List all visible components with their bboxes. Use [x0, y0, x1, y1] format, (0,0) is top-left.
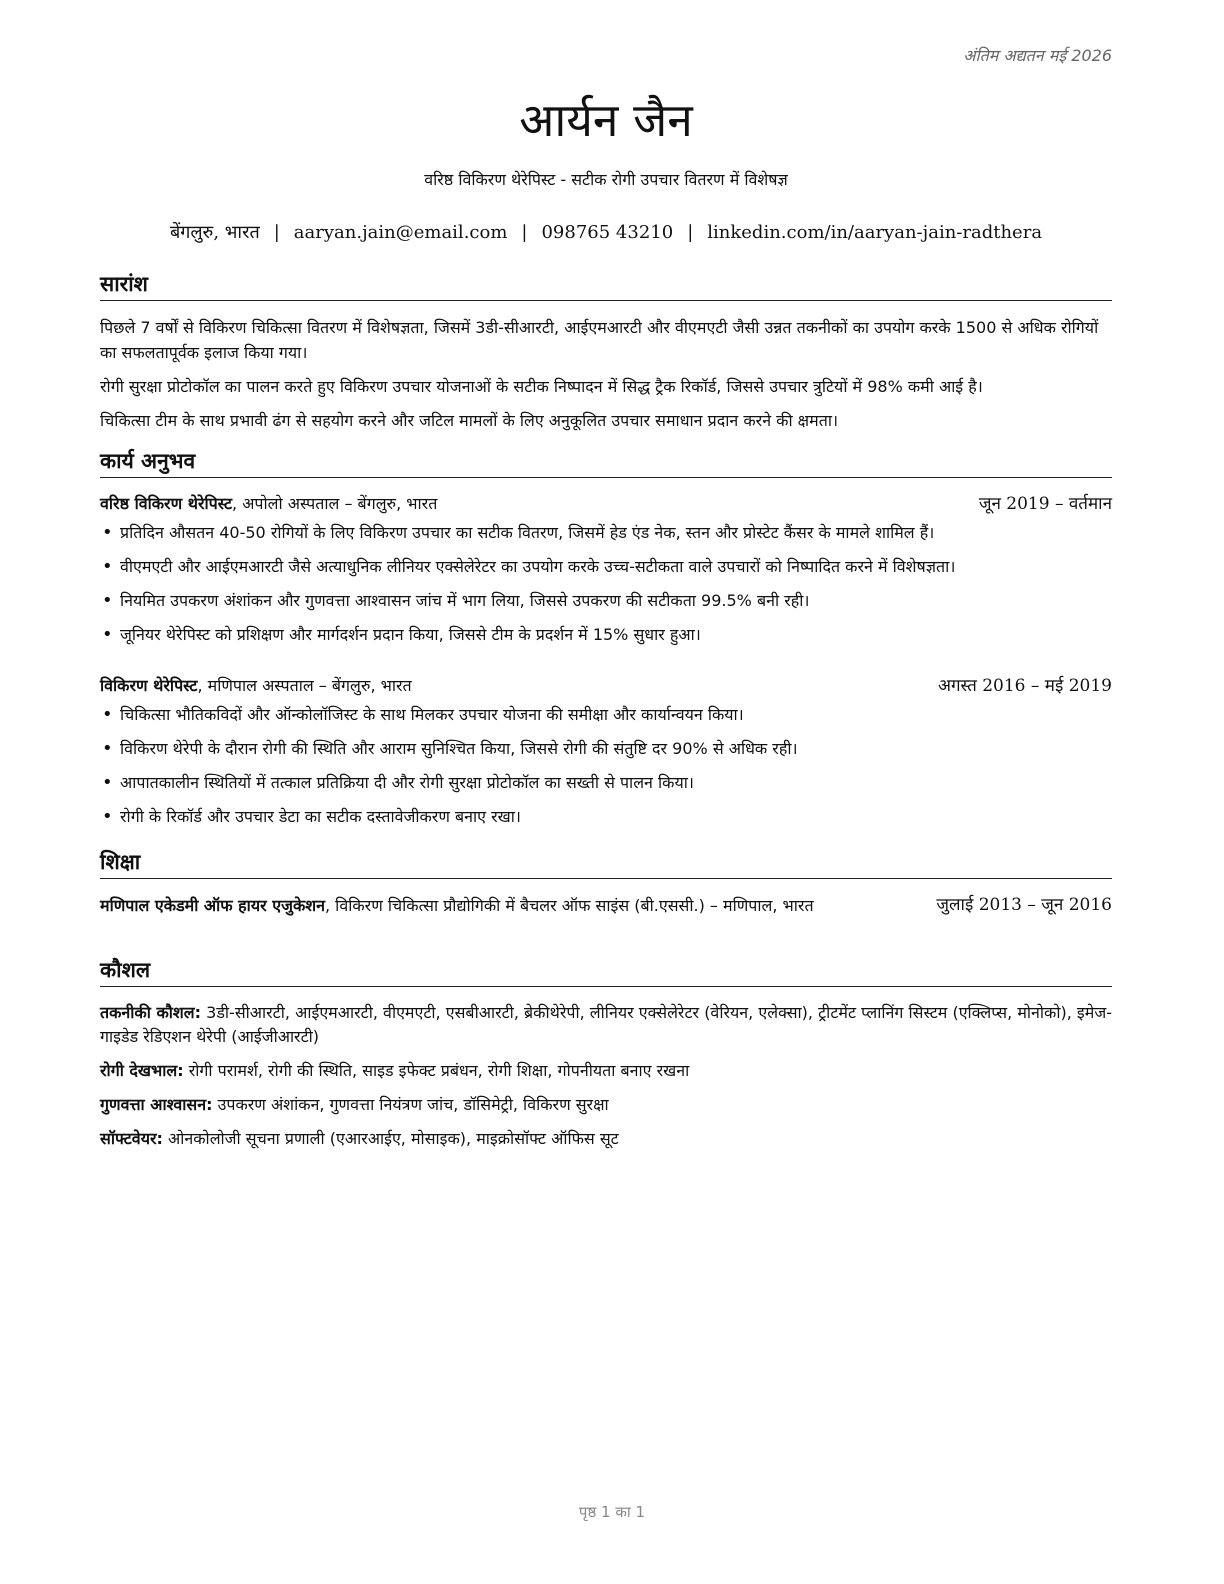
- education-dates: जुलाई 2013 – जून 2016: [936, 895, 1112, 915]
- separator: |: [521, 222, 528, 243]
- separator: |: [687, 222, 694, 243]
- job-entry: [100, 674, 1112, 834]
- job-dates: अगस्त 2016 – मई 2019: [937, 676, 1112, 696]
- job-dates: जून 2019 – वर्तमान: [978, 494, 1112, 514]
- list-item: • जूनियर थेरेपिस्ट को प्रशिक्षण और मार्गदर्शन प्रदान किया, जिससे टीम के प्रदर्शन में 15% सुधार हुआ।: [100, 618, 1112, 652]
- school-name: मणिपाल एकेडमी ऑफ हायर एजुकेशन: [100, 896, 325, 915]
- summary-paragraph: रोगी सुरक्षा प्रोटोकॉल का पालन करते हुए विकिरण उपचार योजनाओं के सटीक निष्पादन में सिद्ध ट्रैक रिकॉर्ड, जिससे उपचार त्रुटियों में 98% कमी आई है।: [100, 377, 983, 396]
- section-title: शिक्षा: [100, 848, 1112, 879]
- job-org: , मणिपाल अस्पताल – बेंगलुरु, भारत: [197, 676, 412, 695]
- job-org: , अपोलो अस्पताल – बेंगलुरु, भारत: [232, 494, 438, 513]
- job-bullets: [100, 516, 1112, 652]
- education-section: [100, 848, 1112, 918]
- job-bullets: [100, 698, 1112, 834]
- skill-value: ओनकोलोजी सूचना प्रणाली (एआरआईए, मोसाइक), माइक्रोसॉफ्ट ऑफिस सूट: [162, 1129, 619, 1148]
- skill-label: तकनीकी कौशल:: [100, 1003, 202, 1022]
- skills-section: [100, 956, 1112, 1161]
- skill-value: रोगी परामर्श, रोगी की स्थिति, साइड इफेक्ट प्रबंधन, रोगी शिक्षा, गोपनीयता बनाए रखना: [183, 1061, 690, 1080]
- last-updated: अंतिम अद्यतन मई 2026: [963, 46, 1112, 65]
- page-number: पृष्ठ 1 का 1: [578, 1503, 646, 1521]
- summary-paragraph: पिछले 7 वर्षों से विकिरण चिकित्सा वितरण में विशेषज्ञता, जिसमें 3डी-सीआरटी, आईएमआरटी और वीएमएटी जैसी उन्नत तकनीकों का उपयोग करके 1500 से अधिक रोगियों का सफलतापूर्वक इलाज किया गया।: [100, 318, 1099, 362]
- list-item: • प्रतिदिन औसतन 40-50 रोगियों के लिए विकिरण उपचार का सटीक वितरण, जिसमें हेड एंड नेक, स्तन और प्रोस्टेट कैंसर के मामले शामिल हैं।: [100, 516, 1112, 550]
- skill-value: 3डी-सीआरटी, आईएमआरटी, वीएमएटी, एसबीआरटी, ब्रेकीथेरेपी, लीनियर एक्सेलेरेटर (वेरियन, एलेक्सा), ट्रीटमेंट प्लानिंग सिस्टम (एक्लिप्स, मोनोको), इमेज-गाइडेड रेडिएशन थेरेपी (आईजीआरटी): [100, 1003, 1113, 1046]
- contact-line: [100, 220, 1112, 244]
- degree: , विकिरण चिकित्सा प्रौद्योगिकी में बैचलर ऑफ साइंस (बी.एससी.) – मणिपाल, भारत: [325, 896, 814, 915]
- list-item: • रोगी के रिकॉर्ड और उपचार डेटा का सटीक दस्तावेजीकरण बनाए रखा।: [100, 800, 1112, 834]
- skill-line: [100, 1001, 1112, 1049]
- summary-section: [100, 270, 1112, 433]
- skill-label: गुणवत्ता आश्वासन:: [100, 1095, 213, 1114]
- job-entry: [100, 492, 1112, 652]
- section-title: कौशल: [100, 956, 1112, 987]
- phone: 098765 43210: [541, 222, 674, 243]
- list-item: • चिकित्सा भौतिकविदों और ऑन्कोलॉजिस्ट के साथ मिलकर उपचार योजना की समीक्षा और कार्यान्वयन किया।: [100, 698, 1112, 732]
- summary-paragraph: चिकित्सा टीम के साथ प्रभावी ढंग से सहयोग करने और जटिल मामलों के लिए अनुकूलित उपचार समाधान प्रदान करने की क्षमता।: [100, 411, 839, 430]
- job-header: [100, 674, 1112, 698]
- skill-line: [100, 1059, 1112, 1083]
- experience-section: [100, 447, 1112, 834]
- list-item: • वीएमएटी और आईएमआरटी जैसे अत्याधुनिक लीनियर एक्सेलेरेटर का उपयोग करके उच्च-सटीकता वाले उपचारों को निष्पादित करने में विशेषज्ञता।: [100, 550, 1112, 584]
- candidate-name: आर्यन जैन: [519, 93, 693, 147]
- email-link[interactable]: aaryan.jain@email.com: [293, 222, 508, 243]
- section-title: सारांश: [100, 270, 1112, 301]
- skill-label: सॉफ्टवेयर:: [100, 1129, 163, 1148]
- section-title: कार्य अनुभव: [100, 447, 1112, 478]
- job-role: वरिष्ठ विकिरण थेरेपिस्ट: [100, 494, 233, 513]
- skill-line: [100, 1093, 1112, 1117]
- job-header: [100, 492, 1112, 516]
- tagline: वरिष्ठ विकिरण थेरेपिस्ट - सटीक रोगी उपचार वितरण में विशेषज्ञ: [424, 170, 788, 189]
- location: बेंगलुरु, भारत: [169, 222, 260, 243]
- separator: |: [273, 222, 280, 243]
- list-item: • आपातकालीन स्थितियों में तत्काल प्रतिक्रिया दी और रोगी सुरक्षा प्रोटोकॉल का सख्ती से पालन किया।: [100, 766, 1112, 800]
- skill-label: रोगी देखभाल:: [100, 1061, 184, 1080]
- linkedin-link[interactable]: linkedin.com/in/aaryan-jain-radthera: [707, 222, 1043, 243]
- skill-value: उपकरण अंशांकन, गुणवत्ता नियंत्रण जांच, डॉसिमेट्री, विकिरण सुरक्षा: [212, 1095, 609, 1114]
- list-item: • विकिरण थेरेपी के दौरान रोगी की स्थिति और आराम सुनिश्चित किया, जिससे रोगी की संतुष्टि दर 90% से अधिक रही।: [100, 732, 1112, 766]
- skill-line: [100, 1127, 1112, 1151]
- education-entry: [100, 893, 1112, 918]
- job-role: विकिरण थेरेपिस्ट: [100, 676, 198, 695]
- list-item: • नियमित उपकरण अंशांकन और गुणवत्ता आश्वासन जांच में भाग लिया, जिससे उपकरण की सटीकता 99.5% बनी रही।: [100, 584, 1112, 618]
